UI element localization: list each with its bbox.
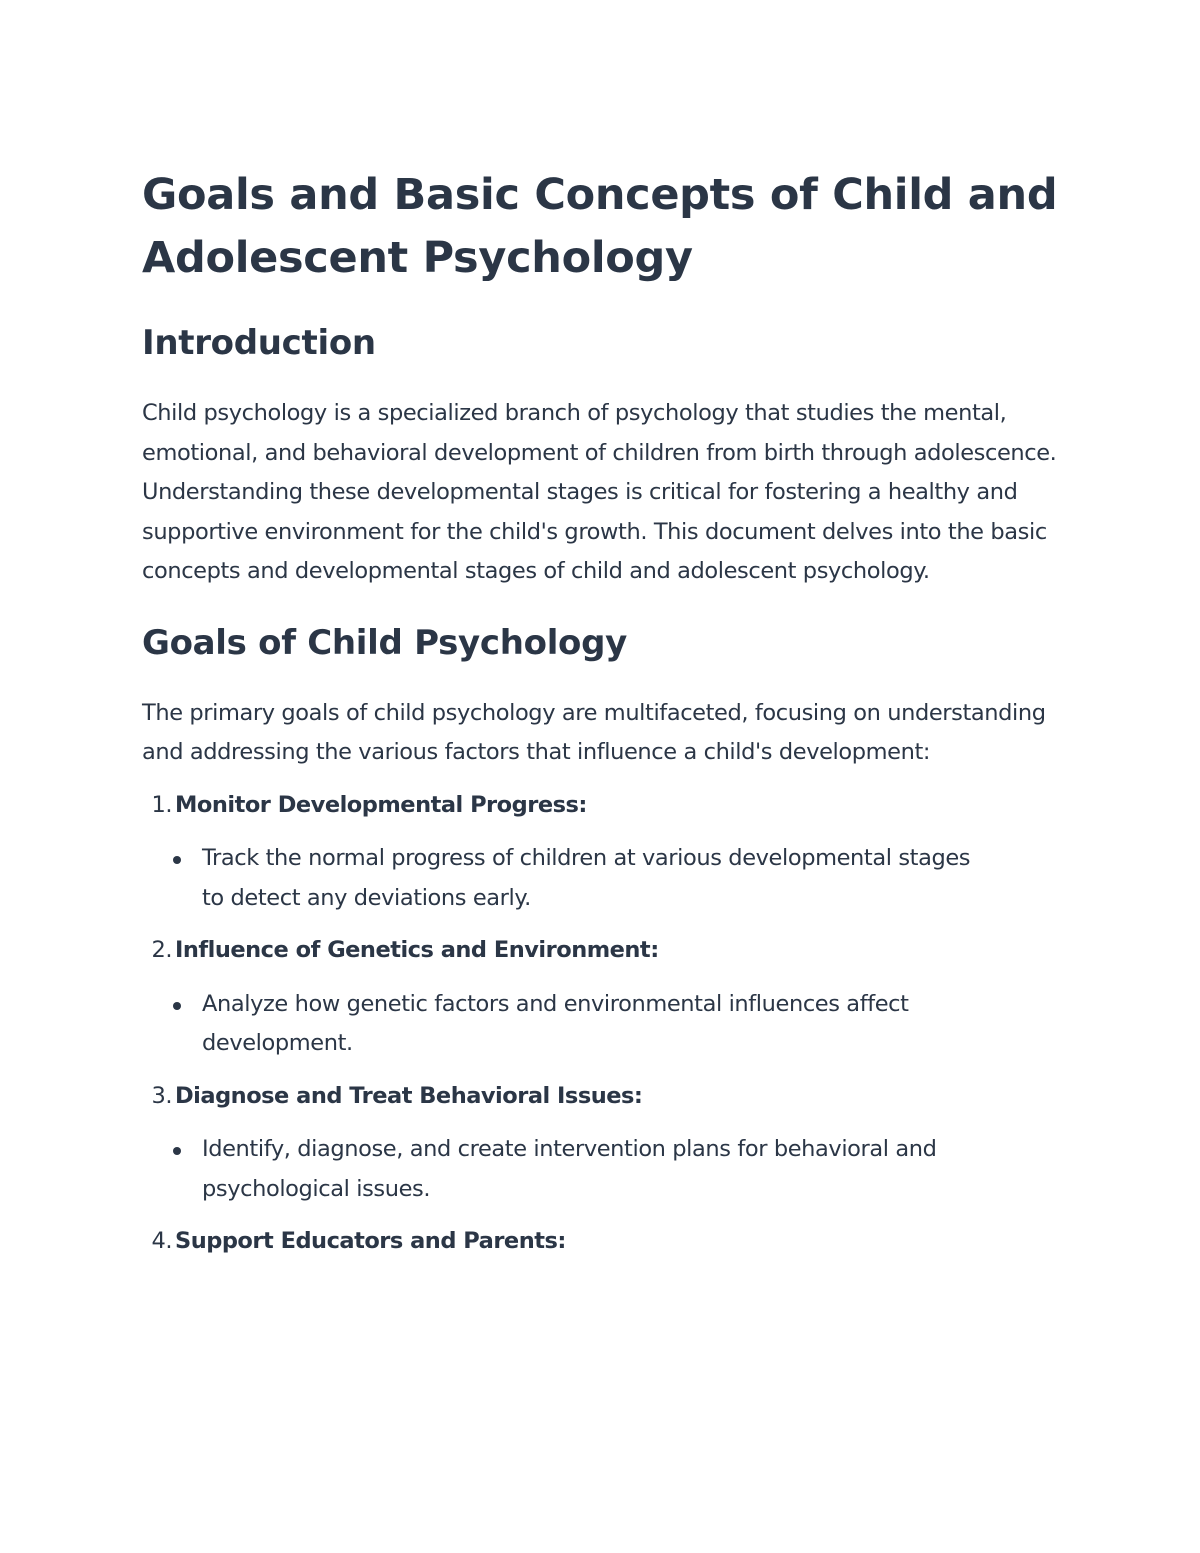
bullet-icon (173, 1002, 181, 1010)
goal-item (142, 1077, 1072, 1210)
goal-detail (142, 985, 992, 1064)
goal-item (142, 931, 1072, 1064)
goal-detail-text: Analyze how genetic factors and environmental influences affect development. (202, 990, 909, 1056)
goal-number: 4. (151, 1228, 172, 1254)
goal-title: Support Educators and Parents: (175, 1228, 566, 1254)
goal-detail-text: Track the normal progress of children at various developmental stages to detect any deviations early. (202, 845, 971, 911)
goal-heading (142, 1222, 1072, 1262)
goal-heading (142, 1077, 1072, 1117)
goal-number: 3. (151, 1082, 172, 1109)
goals-heading: Goals of Child Psychology (142, 622, 628, 663)
goal-item (142, 786, 1072, 919)
bullet-icon (173, 856, 181, 864)
goal-title: Monitor Developmental Progress: (175, 791, 587, 818)
goals-list (142, 786, 1072, 1262)
document-title: Goals and Basic Concepts of Child and Adolescent Psychology (142, 170, 1058, 283)
goal-title: Diagnose and Treat Behavioral Issues: (175, 1082, 643, 1109)
goal-detail-list (142, 985, 1072, 1064)
goal-number: 2. (151, 937, 172, 963)
document-page (142, 164, 1072, 1262)
goal-title: Influence of Genetics and Environment: (175, 937, 659, 963)
goal-detail (142, 839, 992, 918)
goal-detail (142, 1130, 992, 1209)
goal-detail-list (142, 1130, 1072, 1209)
goal-detail-list (142, 839, 1072, 918)
introduction-paragraph: Child psychology is a specialized branch of psychology that studies the mental, emotional, and behavioral development of children from birth through adolescence. Understanding these developmental stages is critical for fostering a healthy and supportive environment for the child's growth. This document delves into the basic concepts and developmental stages of child and adolescent psychology. (142, 400, 1057, 584)
goals-paragraph: The primary goals of child psychology are multifaceted, focusing on understanding and addressing the various factors that influence a child's development: (142, 699, 1046, 765)
goal-heading (142, 931, 1072, 971)
goal-heading (142, 786, 1072, 826)
goal-item (142, 1222, 1072, 1262)
introduction-heading: Introduction (142, 323, 376, 363)
bullet-icon (173, 1147, 181, 1155)
goal-number: 1. (151, 791, 172, 818)
goal-detail-text: Identify, diagnose, and create intervention plans for behavioral and psychological issues. (202, 1136, 937, 1202)
